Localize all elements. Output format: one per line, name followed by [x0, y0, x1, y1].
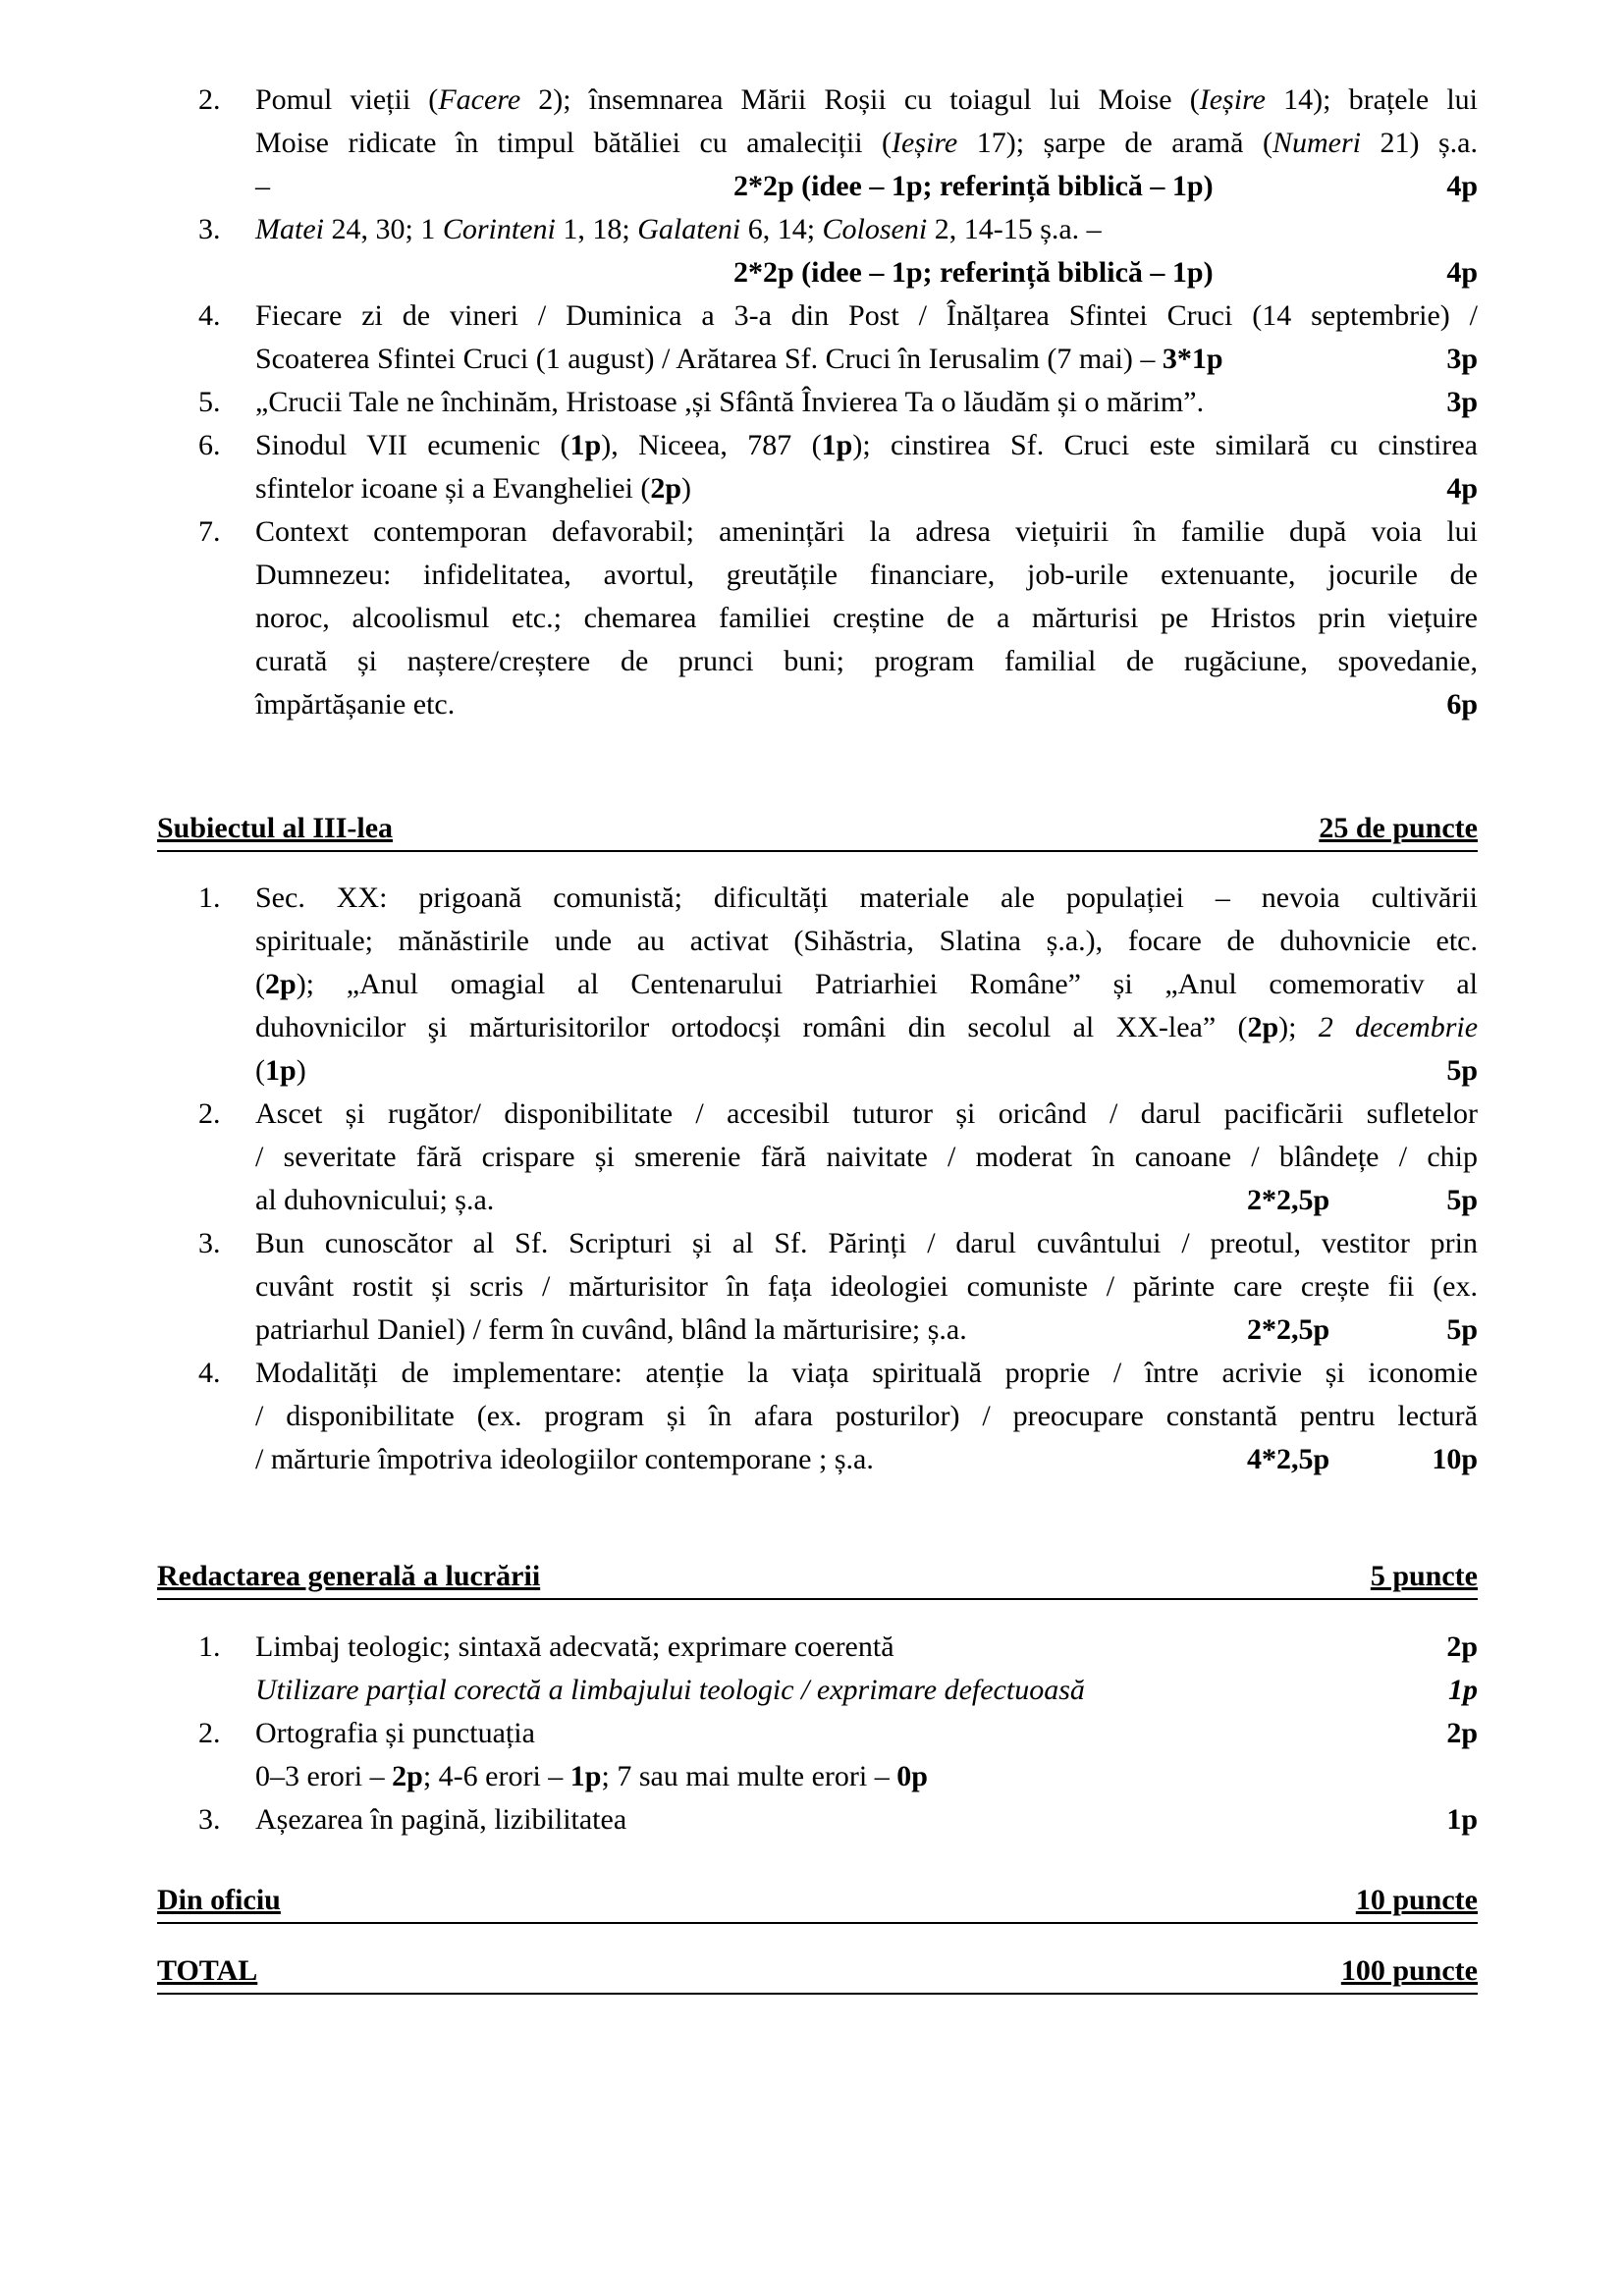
document-page: 2. Pomul vieții (Facere 2); însemnarea Mării Roșii cu toiagul lui Moise (Ieșire 14); brațele lui Moise ridicate în timpul bătăliei cu amaleciții (Ieșire 17); șarpe de aramă (Numeri 21) ș.a. – 2*2p (idee – 1p; referință biblică – 1p) 4p 3. Matei 24, 30; 1 Corinteni 1, 18; Galateni 6, 14; Coloseni 2, 14-15 ș.a. – 2*2p (idee – 1p; referință biblică – 1p) 4p 4. Fiecare zi de vineri / Duminica a 3-a din Post / Înălțarea Sfintei Cruci (14 septembrie) / Scoaterea Sfintei Cruci (1 august) / Arătarea Sf. Cruci în Ierusalim (7 mai) – 3*1p 3p 5. „Crucii Tale ne închinăm, Hristoase ,și Sfântă Învierea Ta o lăudăm și o mărim”. 3p 6. Sinodul VII ecumenic (1p), Niceea, 787 (1p); cinstirea Sf. Cruci este similară cu cinstirea sfintelor icoane și a Evangheliei (2p) 4p 7. Context contemporan defavorabil; amenințări la adresa viețuirii în familie după voia lui Dumnezeu: infidelitatea, avortul, greutățile financiare, job-urile extenuante, jocurile de noroc, alcoolismul etc.; chemarea familiei creștine de a mărturisi pe Hristos prin viețuire curată și naștere/creștere de prunci buni; program familial de rugăciune, spovedanie, împărtășanie etc. 6p Subiectul al III-lea 25 de puncte 1. Sec. XX: prigoană comunistă; dificultăți materiale ale populației – nevoia cultivării spirituale; mănăstirile unde au activat (Sihăstria, Slatina ș.a.), focare de duhovnicie etc. (2p); „Anul omagial al Centenarului Patriarhiei Române” și „Anul comemorativ al duhovnicilor şi mărturisitorilor ortodocși români din secolul al XX-lea” (2p); 2 decembrie (1p) 5p 2. Ascet și rugător/ disponibilitate / accesibil tuturor și oricând / darul pacificării sufletelor / severitate fără crispare și smerenie fără naivitate / moderat în canoane / blândețe / chip al duhovnicului; ș.a. 2*2,5p 5p 3. Bun cunoscător al Sf. Scripturi și al Sf. Părinți / darul cuvântului / preotul, vestitor prin cuvânt rostit și scris / mărturisitor în fața ideologiei comuniste / părinte care crește fii (ex. patriarhul Daniel) / ferm în cuvând, blând la mărturisire; ș.a. 2*2,5p 5p 4. Modalități de implementare: atenție la viața spirituală proprie / între acrivie și iconomie / disponibilitate (ex. program și în afara posturilor) / preocupare constantă pentru lectură / mărturie împotriva ideologiilor contemporane ; ș.a. 4*2,5p 10p Redactarea generală a lucrării 5 puncte 1. Limbaj teologic; sintaxă adecvată; exprimare coerentă 2p Utilizare parțial corectă a limbajului teologic / exprimare defectuoasă 1p 2. Ortografia și punctuația 2p 0–3 erori – 2p; 4-6 erori – 1p; 7 sau mai multe erori – 0p 3. Așezarea în pagină, lizibilitatea 1p Din oficiu 10 puncte TOTAL 100 puncte	[0, 0, 1624, 2296]
section-header-subiect-3: Subiectul al III-lea 25 de puncte	[157, 807, 1478, 852]
section-header-redactare: Redactarea generală a lucrării 5 puncte	[157, 1555, 1478, 1600]
section-header-din-oficiu: Din oficiu 10 puncte	[157, 1879, 1478, 1924]
section-header-total: TOTAL 100 puncte	[157, 1949, 1478, 1995]
